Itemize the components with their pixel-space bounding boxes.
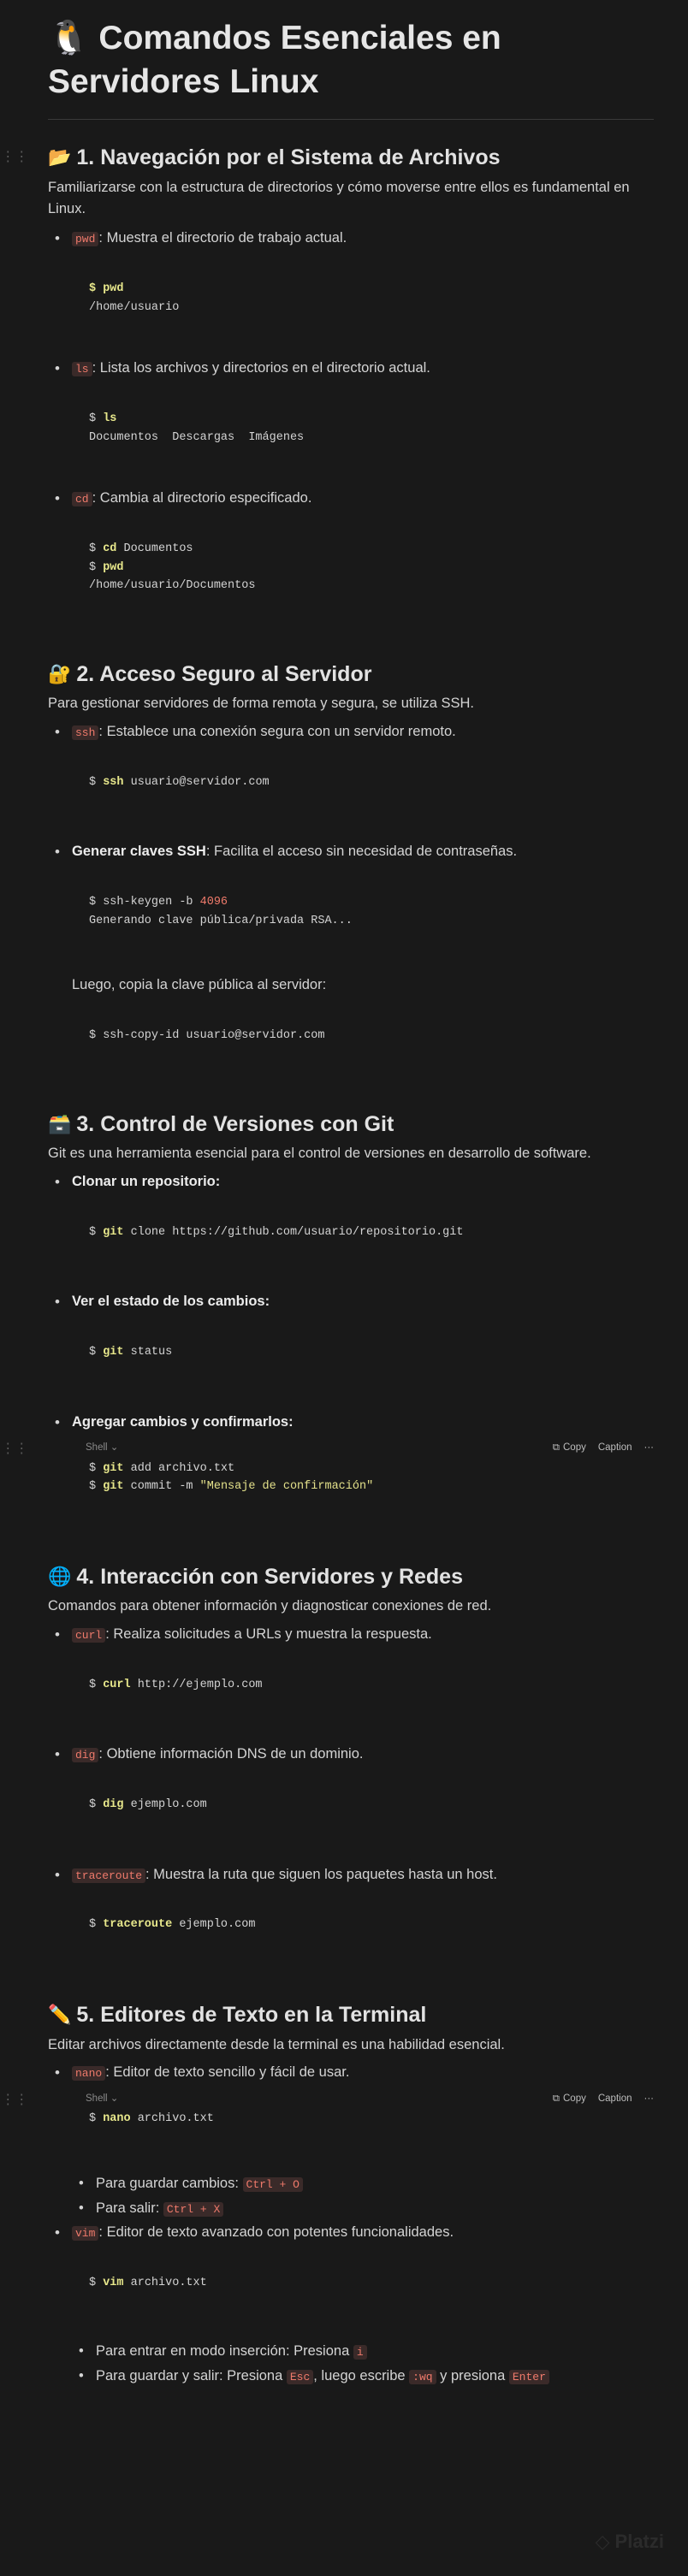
section-network xyxy=(48,1563,654,1934)
list-item: • Para salir: Ctrl + X xyxy=(48,2198,654,2219)
list-item: • ls : Lista los archivos y directorios en el directorio actual. xyxy=(48,358,654,379)
list-item: • ssh : Establece una conexión segura con un servidor remoto. xyxy=(48,721,654,743)
more-options-button[interactable]: ··· xyxy=(644,1442,654,1454)
code-block[interactable]: $ ssh-copy-id usuario@servidor.com xyxy=(89,1029,325,1043)
code-block[interactable]: $ traceroute ejemplo.com xyxy=(89,1918,256,1932)
inline-code: Ctrl + X xyxy=(163,2202,223,2217)
caption-button[interactable]: Caption xyxy=(597,2093,632,2105)
penguin-icon: 🐧 xyxy=(48,20,90,56)
list-item: • nano : Editor de texto sencillo y fácil de usar. xyxy=(48,2062,654,2083)
section-intro: Familiarizarse con la estructura de directorios y cómo moverse entre ellos es fundamental en Linux. xyxy=(48,179,630,216)
inline-code: cd xyxy=(72,492,92,506)
section-intro: Git es una herramienta esencial para el control de versiones en desarrollo de software. xyxy=(48,1146,591,1162)
globe-icon: 🌐 xyxy=(48,1565,72,1587)
chevron-down-icon: ⌄ xyxy=(110,2093,119,2105)
block-handle[interactable] xyxy=(0,2090,28,2111)
lock-key-icon: 🔐 xyxy=(48,662,72,684)
copy-button[interactable]: ⧉ Copy xyxy=(553,2092,586,2106)
chevron-down-icon: ⌄ xyxy=(110,1442,119,1454)
code-block[interactable]: $ git clone https://github.com/usuario/repositorio.git xyxy=(89,1225,464,1239)
code-tools xyxy=(553,2092,654,2106)
copy-icon: ⧉ xyxy=(552,1442,560,1454)
section-heading: 🌐 4. Interacción con Servidores y Redes xyxy=(48,1564,463,1589)
code-block[interactable]: $ ssh usuario@servidor.com xyxy=(89,775,270,789)
drag-handle-icon[interactable]: ⋮⋮ xyxy=(1,2093,29,2108)
code-block[interactable]: $ ssh-keygen -b 4096 Generando clave pública/privada RSA... xyxy=(89,896,353,927)
block-handle[interactable] xyxy=(0,1439,28,1460)
code-tools xyxy=(553,1441,654,1455)
file-cabinet-icon: 🗃️ xyxy=(48,1112,72,1134)
inline-code: curl xyxy=(72,1628,105,1643)
code-block[interactable]: $ git add archivo.txt $ git commit -m "Mensaje de confirmación" xyxy=(89,1461,374,1494)
inline-code: ls xyxy=(72,362,92,376)
code-toolbar xyxy=(72,2092,654,2106)
code-block-wrapper xyxy=(1,1441,654,1495)
copy-icon: ⧉ xyxy=(552,2093,560,2105)
page-title: 🐧 Comandos Esenciales en Servidores Linux xyxy=(48,20,501,100)
code-block-wrapper xyxy=(1,2092,654,2129)
language-selector[interactable]: Shell ⌄ xyxy=(86,2093,119,2105)
list-item: • Para entrar en modo inserción: Presiona i xyxy=(48,2341,654,2362)
inline-code: nano xyxy=(72,2066,105,2081)
inline-code: dig xyxy=(72,1748,98,1762)
code-block[interactable]: $ pwd /home/usuario xyxy=(89,282,180,314)
drag-handle-icon[interactable]: ⋮⋮ xyxy=(1,150,29,165)
list-item: • Ver el estado de los cambios: xyxy=(48,1291,654,1312)
section-git xyxy=(1,1110,654,1496)
list-item: • traceroute : Muestra la ruta que siguen los paquetes hasta un host. xyxy=(48,1864,654,1886)
inline-code: Ctrl + O xyxy=(243,2177,303,2192)
code-block[interactable]: $ curl http://ejemplo.com xyxy=(89,1678,263,1691)
inline-code: :wq xyxy=(409,2370,436,2384)
inline-code: traceroute xyxy=(72,1868,145,1883)
code-block[interactable]: $ vim archivo.txt xyxy=(89,2277,207,2290)
section-editors xyxy=(1,2001,654,2386)
section-navigation xyxy=(1,144,654,595)
list-item: • Agregar cambios y confirmarlos: xyxy=(48,1412,654,1433)
section-intro: Comandos para obtener información y diagnosticar conexiones de red. xyxy=(48,1598,492,1614)
list-item: • dig : Obtiene información DNS de un dominio. xyxy=(48,1744,654,1765)
code-block[interactable]: $ ls Documentos Descargas Imágenes xyxy=(89,412,305,444)
paragraph: Luego, copia la clave pública al servidor: xyxy=(72,977,327,993)
list-item: • Para guardar y salir: Presiona Esc , luego escribe :wq y presiona Enter xyxy=(48,2366,654,2387)
more-options-button[interactable]: ··· xyxy=(644,2093,654,2105)
language-selector[interactable]: Shell ⌄ xyxy=(86,1442,119,1454)
drag-handle-icon[interactable]: ⋮⋮ xyxy=(1,1442,29,1457)
list-item: • Clonar un repositorio: xyxy=(48,1171,654,1193)
section-heading: ✏️ 5. Editores de Texto en la Terminal xyxy=(48,2003,427,2028)
caption-button[interactable]: Caption xyxy=(597,1442,632,1454)
title-divider xyxy=(48,119,654,120)
list-item: • Para guardar cambios: Ctrl + O xyxy=(48,2173,654,2194)
section-heading: 📂 1. Navegación por el Sistema de Archivos xyxy=(48,145,501,170)
list-item: • cd : Cambia al directorio especificado. xyxy=(48,488,654,509)
page xyxy=(0,17,688,2576)
list-item: • vim : Editor de texto avanzado con potentes funcionalidades. xyxy=(48,2222,654,2243)
list-item: • curl : Realiza solicitudes a URLs y muestra la respuesta. xyxy=(48,1624,654,1645)
inline-code: pwd xyxy=(72,232,98,246)
inline-code: ssh xyxy=(72,725,98,740)
section-heading: 🗃️ 3. Control de Versiones con Git xyxy=(48,1111,394,1136)
code-block[interactable]: $ git status xyxy=(89,1346,173,1359)
list-item: • pwd : Muestra el directorio de trabajo actual. xyxy=(48,228,654,249)
pencil-icon: ✏️ xyxy=(48,2004,72,2026)
code-block[interactable]: $ cd Documentos $ pwd /home/usuario/Documentos xyxy=(89,542,256,593)
code-block[interactable]: $ dig ejemplo.com xyxy=(89,1798,207,1812)
copy-button[interactable]: ⧉ Copy xyxy=(553,1441,586,1455)
list-item: • Generar claves SSH: Facilita el acceso sin necesidad de contraseñas. xyxy=(48,841,654,862)
inline-code: i xyxy=(353,2345,367,2360)
section-heading: 🔐 2. Acceso Seguro al Servidor xyxy=(48,661,372,686)
folder-icon: 📂 xyxy=(48,146,72,169)
code-block[interactable]: $ nano archivo.txt xyxy=(89,2112,214,2126)
platzi-logo-icon: ◇ xyxy=(595,2531,610,2552)
section-intro: Para gestionar servidores de forma remota y segura, se utiliza SSH. xyxy=(48,696,474,712)
section-intro: Editar archivos directamente desde la terminal es una habilidad esencial. xyxy=(48,2036,505,2052)
platzi-watermark: ◇ Platzi xyxy=(596,2527,664,2555)
block-handle[interactable] xyxy=(0,147,28,168)
section-ssh xyxy=(48,660,654,1045)
inline-code: Enter xyxy=(509,2370,549,2384)
inline-code: vim xyxy=(72,2226,98,2241)
inline-code: Esc xyxy=(287,2370,313,2384)
code-toolbar xyxy=(72,1441,654,1455)
